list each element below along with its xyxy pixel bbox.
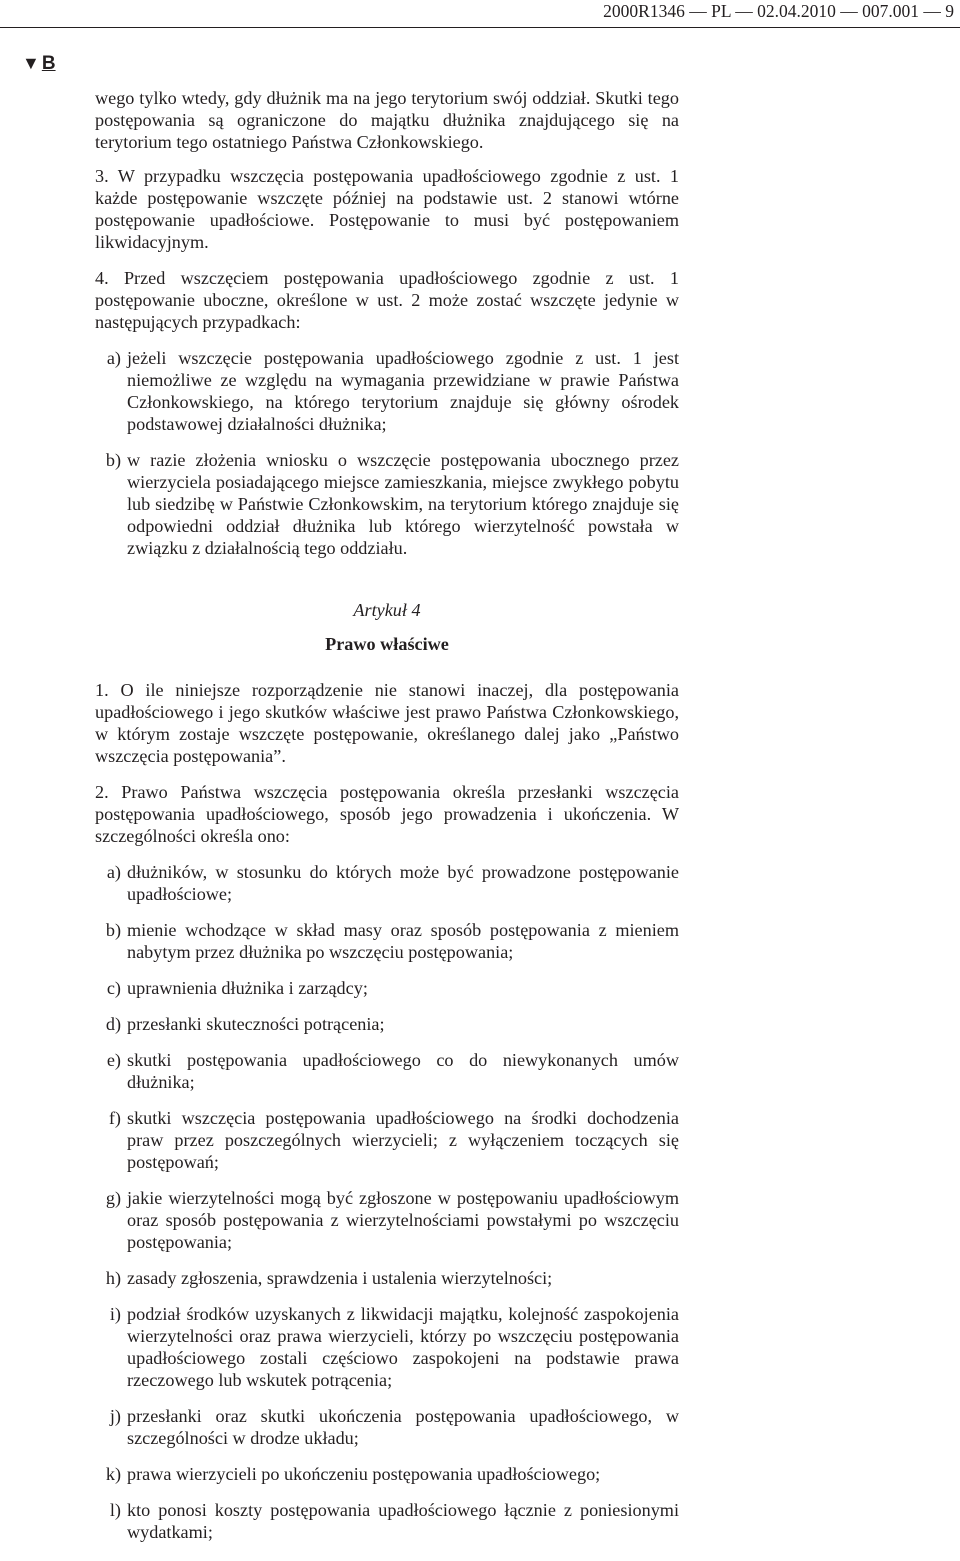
list-item [95, 861, 679, 905]
amendment-marker-label: B [41, 53, 56, 74]
triangle-down-icon: ▼ [22, 53, 40, 73]
list-item [95, 1463, 679, 1485]
list-item [95, 1013, 679, 1035]
list-item [95, 977, 679, 999]
list-conditions [95, 347, 679, 559]
list-item [95, 1049, 679, 1093]
list-law-scope [95, 861, 679, 1543]
list-item [95, 347, 679, 435]
list-item-label: l) [109, 1500, 121, 1520]
list-item-text: mienie wchodzące w skład masy oraz sposób postępowania z mieniem nabytym przez dłużnika po wszczęciu postępowania; [127, 920, 679, 962]
list-item [95, 1107, 679, 1173]
article-paragraph-2: 2. Prawo Państwa wszczęcia postępowania określa przesłanki wszczęcia postępowania upadłościowego, sposób jego prowadzenia i ukończenia. W szczególności określa ono: [95, 782, 679, 846]
list-item-text: kto ponosi koszty postępowania upadłościowego łącznie z poniesionymi wydatkami; [127, 1500, 679, 1542]
list-item-text: jakie wierzytelności mogą być zgłoszone w postępowaniu upadłościowym oraz sposób postępowania z wierzytelnościami powstałymi po wszczęciu postępowania; [127, 1188, 679, 1252]
paragraph-3: 3. W przypadku wszczęcia postępowania upadłościowego zgodnie z ust. 1 każde postępowanie wszczęte później na podstawie ust. 2 stanowi wtórne postępowanie upadłościowe. Postępowanie to musi być postępowaniem likwidacyjnym. [95, 166, 679, 252]
paragraph-4: 4. Przed wszczęciem postępowania upadłościowego zgodnie z ust. 1 postępowanie uboczne, określone w ust. 2 może zostać wszczęte jedynie w następujących przypadkach: [95, 268, 679, 332]
paragraph-continuation: wego tylko wtedy, gdy dłużnik ma na jego terytorium swój oddział. Skutki tego postępowania są ograniczone do majątku dłużnika znajdującego się na terytorium tego ostatniego Państwa Członkowskiego. [95, 88, 679, 152]
list-item [95, 1187, 679, 1253]
list-item-label: e) [106, 1050, 121, 1070]
amendment-marker [22, 52, 56, 75]
list-item-text: dłużników, w stosunku do których może być prowadzone postępowanie upadłościowe; [127, 862, 679, 904]
list-item-label: a) [106, 348, 121, 368]
list-item [95, 449, 679, 559]
list-item-text: uprawnienia dłużnika i zarządcy; [127, 978, 368, 998]
header-rule [0, 27, 960, 28]
list-item-label: h) [105, 1268, 121, 1288]
list-item-text: skutki wszczęcia postępowania upadłościowego na środki dochodzenia praw przez poszczególnych wierzycieli; z wyłączeniem toczących się postępowań; [127, 1108, 679, 1172]
list-item-text: zasady zgłoszenia, sprawdzenia i ustalenia wierzytelności; [127, 1268, 553, 1288]
list-item-text: jeżeli wszczęcie postępowania upadłościowego zgodnie z ust. 1 jest niemożliwe ze względu na wymagania przewidziane w prawie Państwa Członkowskiego, na którego terytorium znajduje się główny ośrodek podstawowej działalności dłużnika; [127, 348, 679, 434]
list-item [95, 919, 679, 963]
document-body [95, 86, 679, 1543]
list-item-label: c) [106, 978, 121, 998]
list-item-label: b) [105, 450, 121, 470]
list-item-text: w razie złożenia wniosku o wszczęcie postępowania ubocznego przez wierzyciela posiadającego miejsce zamieszkania, miejsce zwykłego pobytu lub siedzibę w Państwie Członkowskim, na terytorium którego znajduje się odpowiedni oddział dłużnika lub którego wierzytelność powstała w związku z działalnością tego oddziału. [127, 450, 679, 558]
list-item-text: podział środków uzyskanych z likwidacji majątku, kolejność zaspokojenia wierzytelności oraz prawa wierzycieli, którzy po wszczęciu postępowania upadłościowego zostali częściowo zaspokojeni na podstawie prawa rzeczowego lub wskutek potrącenia; [127, 1304, 679, 1390]
list-item-label: k) [105, 1464, 121, 1484]
article-paragraph-1: 1. O ile niniejsze rozporządzenie nie stanowi inaczej, dla postępowania upadłościowego i jego skutków właściwe jest prawo Państwa Członkowskiego, w którym zostaje wszczęte postępowanie, określanego dalej jako „Państwo wszczęcia postępowania”. [95, 680, 679, 766]
list-item [95, 1499, 679, 1543]
article-subtitle: Prawo właściwe [325, 634, 449, 654]
page-header: 2000R1346 — PL — 02.04.2010 — 007.001 — 9 [603, 1, 954, 21]
article-title: Artykuł 4 [353, 600, 421, 620]
list-item [95, 1303, 679, 1391]
list-item-label: f) [108, 1108, 121, 1128]
list-item-label: j) [109, 1406, 121, 1426]
list-item-label: d) [105, 1014, 121, 1034]
list-item [95, 1405, 679, 1449]
list-item-text: skutki postępowania upadłościowego co do niewykonanych umów dłużnika; [127, 1050, 679, 1092]
list-item-label: g) [105, 1188, 121, 1208]
list-item-text: przesłanki oraz skutki ukończenia postępowania upadłościowego, w szczególności w drodze układu; [127, 1406, 679, 1448]
list-item-text: prawa wierzycieli po ukończeniu postępowania upadłościowego; [127, 1464, 601, 1484]
list-item-text: przesłanki skuteczności potrącenia; [127, 1014, 385, 1034]
list-item-label: i) [109, 1304, 121, 1324]
list-item-label: a) [106, 862, 121, 882]
list-item [95, 1267, 679, 1289]
list-item-label: b) [105, 920, 121, 940]
